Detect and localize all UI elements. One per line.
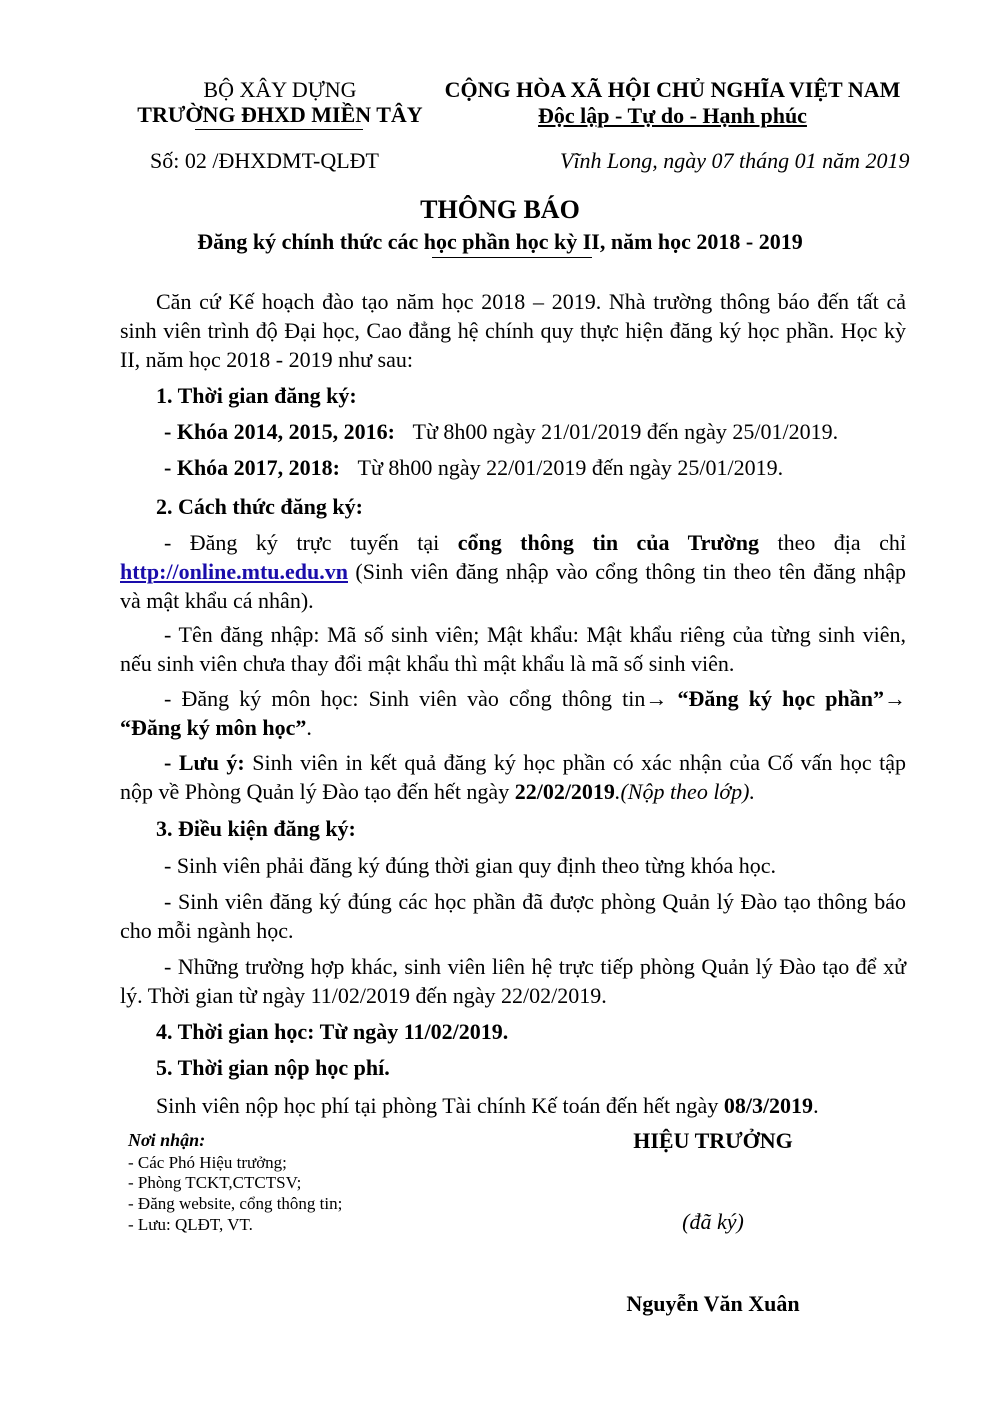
school-underline [195,129,363,130]
portal-link[interactable]: http://online.mtu.edu.vn [120,559,348,584]
p1-text-c: (Sinh viên đăng nhập vào cổng thông tin theo tên đăng nhập và mật khẩu cá nhân). [120,559,906,613]
recipient-item: - Các Phó Hiệu trưởng; [128,1153,287,1172]
document-subtitle: Đăng ký chính thức các học phần học kỳ II, năm học 2018 - 2019 [197,229,803,254]
section-3-paragraph-1: - Sinh viên phải đăng ký đúng thời gian quy định theo từng khóa học. [164,853,776,878]
note-label: - Lưu ý: [164,750,245,775]
section-1-item-2 [164,454,783,482]
place-and-date: Vĩnh Long, ngày 07 tháng 01 năm 2019 [560,148,910,173]
portal-name: cổng thông tin của Trường [457,530,759,555]
register-subject-menu: “Đăng ký môn học” [120,715,307,740]
item-2-label: - Khóa 2017, 2018: [164,455,340,480]
recipients-title: Nơi nhận: [128,1130,206,1150]
recipient-item: - Đăng website, cổng thông tin; [128,1194,343,1213]
arrow-icon: → [645,686,668,711]
section-2-paragraph-4 [120,748,906,806]
section-2-paragraph-3 [120,684,906,742]
intro-paragraph: Căn cứ Kế hoạch đào tạo năm học 2018 – 2019. Nhà trường thông báo đến tất cả sinh viên trình độ Đại học, Cao đẳng hệ chính quy thực hiện đăng ký học phần. Học kỳ II, năm học 2018 - 2019 như sau: [120,289,906,372]
p3-text-d: . [306,715,312,740]
item-1-label: - Khóa 2014, 2015, 2016: [164,419,395,444]
section-2-heading: 2. Cách thức đăng ký: [156,494,363,519]
tuition-text-b: . [813,1093,819,1118]
item-1-text: Từ 8h00 ngày 21/01/2019 đến ngày 25/01/2019. [412,419,839,444]
p1-text-b: theo địa chỉ [759,530,906,555]
tuition-text-a: Sinh viên nộp học phí tại phòng Tài chính Kế toán đến hết ngày [156,1093,724,1118]
motto-text: Độc lập - Tự do - Hạnh phúc [538,103,807,128]
section-5-heading: 5. Thời gian nộp học phí. [156,1055,390,1080]
signer-name: Nguyễn Văn Xuân [626,1291,800,1316]
section-3-paragraph-3: - Những trường hợp khác, sinh viên liên hệ trực tiếp phòng Quản lý Đào tạo để xử lý. Thời gian từ ngày 11/02/2019 đến ngày 22/02/2019. [120,954,906,1008]
national-motto [430,102,915,130]
signed-note: (đã ký) [682,1209,744,1234]
ministry-name: BỘ XÂY DỰNG [203,77,357,102]
p1-text-a: - Đăng ký trực tuyến tại [164,530,458,555]
section-3-heading: 3. Điều kiện đăng ký: [156,816,356,841]
p3-text-a: - Đăng ký môn học: Sinh viên vào cổng thông tin [164,686,646,711]
section-5-text [156,1092,819,1120]
document-number: Số: 02 /ĐHXDMT-QLĐT [150,148,379,173]
country-name: CỘNG HÒA XÃ HỘI CHỦ NGHĨA VIỆT NAM [444,77,901,102]
recipient-item: - Lưu: QLĐT, VT. [128,1215,253,1234]
arrow-icon: → [884,686,906,711]
note-deadline: 22/02/2019 [514,779,615,804]
item-2-text: Từ 8h00 ngày 22/01/2019 đến ngày 25/01/2019. [357,455,784,480]
note-italic: .(Nộp theo lớp). [614,779,755,804]
section-1-item-1 [164,418,838,446]
document-title: THÔNG BÁO [420,195,580,224]
register-course-menu: “Đăng ký học phần” [667,686,884,711]
section-2-paragraph-2: - Tên đăng nhập: Mã số sinh viên; Mật khẩu: Mật khẩu riêng của từng sinh viên, nếu sinh viên chưa thay đổi mật khẩu thì mật khẩu là mã số sinh viên. [120,622,906,676]
p4-text-a: Sinh viên in kết quả đăng ký học phần có xác nhận của Cố vấn học tập nộp về Phòng Quản lý Đào tạo đến hết ngày [120,750,906,804]
recipient-item: - Phòng TCKT,CTCTSV; [128,1173,302,1192]
section-1-heading: 1. Thời gian đăng ký: [156,383,357,408]
school-name: TRƯỜNG ĐHXD MIỀN TÂY [137,102,423,127]
subtitle-underline [432,257,592,258]
section-3-paragraph-2: - Sinh viên đăng ký đúng các học phần đã được phòng Quản lý Đào tạo thông báo cho mỗi ngành học. [120,889,906,943]
section-2-paragraph-1 [120,528,906,615]
section-4-heading: 4. Thời gian học: Từ ngày 11/02/2019. [156,1019,509,1044]
tuition-deadline: 08/3/2019 [723,1093,814,1118]
signer-position: HIỆU TRƯỞNG [633,1128,793,1153]
